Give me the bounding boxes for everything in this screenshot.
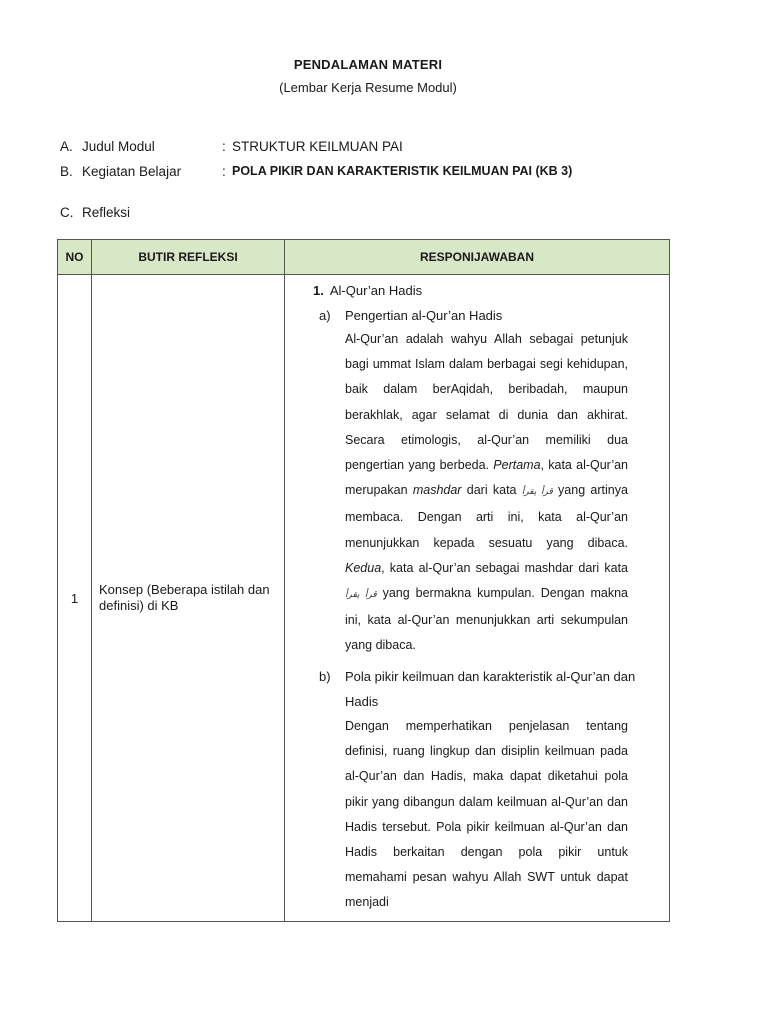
meta-label-learning-activity: Kegiatan Belajar <box>82 164 182 179</box>
section-reflection-heading <box>60 205 130 220</box>
meta-row-learning-activity <box>60 164 572 179</box>
row-response-cell <box>285 275 670 922</box>
meta-label-module-title: Judul Modul <box>82 139 155 154</box>
meta-value-module-title: STRUKTUR KEILMUAN PAI <box>232 139 403 154</box>
table-row <box>58 275 670 922</box>
subitem-a-text-1: Al-Qur’an adalah wahyu Allah sebagai petunjuk bagi ummat Islam dalam berbagai segi kehidupan, baik dalam berAqidah, beribadah, maupun berakhlak, agar selamat di dunia dan akhirat. Secara etimologis, al-Qur’an memiliki dua pengertian yang berbeda. <box>345 332 628 473</box>
subitem-a-text-5: , kata al-Qur’an sebagai mashdar dari kata <box>381 560 628 575</box>
response-item-number: 1. <box>313 283 324 298</box>
subitem-a-text-4: yang artinya membaca. Dengan arti ini, kata al-Qur’an menunjukkan kepada sesuatu yang dibaca. <box>345 483 628 550</box>
subitem-a-paragraph <box>345 327 628 659</box>
subitem-a-text-6: yang bermakna kumpulan. Dengan makna ini, kata al-Qur’an menunjukkan arti sekumpulan yang dibaca. <box>345 586 629 653</box>
section-reflection-label: Refleksi <box>82 205 131 220</box>
meta-letter-b: B. <box>60 164 73 179</box>
column-header-no: NO <box>58 240 92 275</box>
meta-row-module-title <box>60 139 403 154</box>
subitem-a-title: Pengertian al-Qur’an Hadis <box>345 308 503 323</box>
arabic-word-1: قرأ يقرأ <box>521 487 553 498</box>
meta-colon: : <box>222 164 226 179</box>
subitem-a-text-2: , kata al-Qur’an merupakan <box>345 458 628 498</box>
meta-colon: : <box>222 139 226 154</box>
subitem-a-kedua: Kedua <box>345 560 382 575</box>
subitem-b-title: Pola pikir keilmuan dan karakteristik al-Qur’an dan Hadis <box>345 669 636 709</box>
subitem-a-text-3: dari kata <box>466 483 517 498</box>
meta-letter-a: A. <box>60 139 73 154</box>
table-header-row <box>58 240 670 275</box>
page-subtitle: (Lembar Kerja Resume Modul) <box>279 80 457 95</box>
row-butir-text: Konsep (Beberapa istilah dan definisi) di KB <box>92 275 285 922</box>
arabic-word-2: قرأ يقرأ <box>345 590 377 601</box>
column-header-response: RESPONIJAWABAN <box>285 240 670 275</box>
response-item-title: Al-Qur’an Hadis <box>329 283 423 298</box>
subitem-a-pertama: Pertama <box>493 458 541 473</box>
subitem-b-paragraph: Dengan memperhatikan penjelasan tentang definisi, ruang lingkup dan disiplin keilmuan pada al-Qur’an dan Hadis, maka dapat diketahui pola pikir yang dibangun dalam keilmuan al-Qur’an dan Hadis tersebut. Pola pikir keilmuan al-Qur’an dan Hadis berkaitan dengan pola pikir untuk memahami pesan wahyu Allah SWT untuk dapat menjadi <box>345 719 628 910</box>
meta-value-learning-activity: POLA PIKIR DAN KARAKTERISTIK KEILMUAN PAI (KB 3) <box>232 164 573 178</box>
column-header-butir: BUTIR REFLEKSI <box>92 240 285 275</box>
row-number: 1 <box>58 275 92 922</box>
meta-letter-c: C. <box>60 205 74 220</box>
page-title: PENDALAMAN MATERI <box>293 57 443 72</box>
subitem-a-marker: a) <box>319 308 331 323</box>
subitem-a-mashdar: mashdar <box>412 483 462 498</box>
subitem-b-marker: b) <box>319 669 331 684</box>
reflection-table <box>57 239 670 922</box>
response-item-heading <box>313 283 422 298</box>
